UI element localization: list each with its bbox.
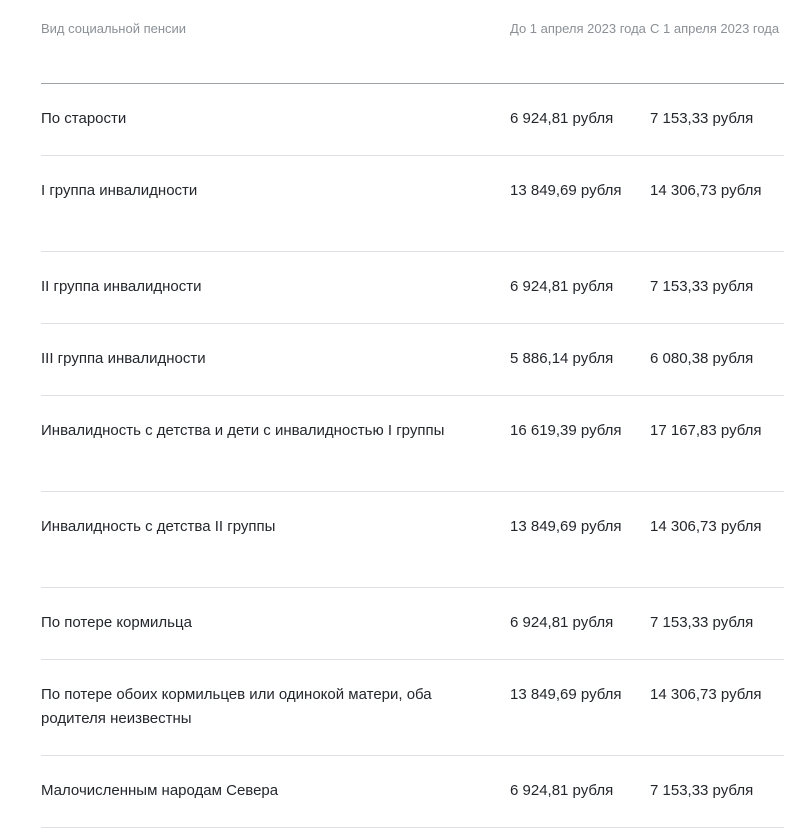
amount-before-cell: 13 849,69 рубля bbox=[510, 182, 622, 199]
header-before-april: До 1 апреля 2023 года bbox=[510, 21, 646, 36]
table-row bbox=[41, 492, 784, 588]
amount-after-cell: 14 306,73 рубля bbox=[650, 182, 762, 199]
amount-before-cell: 13 849,69 рубля bbox=[510, 686, 622, 703]
table-row bbox=[41, 156, 784, 252]
table-row bbox=[41, 660, 784, 756]
amount-after-cell: 14 306,73 рубля bbox=[650, 686, 762, 703]
amount-before-cell: 5 886,14 рубля bbox=[510, 350, 614, 367]
amount-before-cell: 13 849,69 рубля bbox=[510, 518, 622, 535]
table-row bbox=[41, 324, 784, 396]
table-header bbox=[41, 0, 784, 84]
amount-before-cell: 16 619,39 рубля bbox=[510, 422, 622, 439]
pension-type-cell: По потере обоих кормильцев или одинокой матери, оба родителя неизвестны bbox=[41, 686, 432, 727]
amount-after-cell: 14 306,73 рубля bbox=[650, 518, 762, 535]
pension-type-cell: III группа инвалидности bbox=[41, 350, 206, 367]
table-row bbox=[41, 756, 784, 828]
amount-after-cell: 7 153,33 рубля bbox=[650, 614, 754, 631]
amount-after-cell: 17 167,83 рубля bbox=[650, 422, 762, 439]
amount-after-cell: 7 153,33 рубля bbox=[650, 278, 754, 295]
amount-before-cell: 6 924,81 рубля bbox=[510, 278, 614, 295]
amount-after-cell: 7 153,33 рубля bbox=[650, 110, 754, 127]
pension-type-cell: Малочисленным народам Севера bbox=[41, 782, 279, 799]
pension-table bbox=[41, 0, 784, 828]
amount-before-cell: 6 924,81 рубля bbox=[510, 614, 614, 631]
header-pension-type: Вид социальной пенсии bbox=[41, 21, 187, 36]
amount-before-cell: 6 924,81 рубля bbox=[510, 110, 614, 127]
amount-after-cell: 7 153,33 рубля bbox=[650, 782, 754, 799]
table-row bbox=[41, 588, 784, 660]
table-row bbox=[41, 84, 784, 156]
amount-before-cell: 6 924,81 рубля bbox=[510, 782, 614, 799]
pension-type-cell: Инвалидность с детства и дети с инвалидностью I группы bbox=[41, 422, 445, 439]
table-row bbox=[41, 252, 784, 324]
pension-type-cell: По старости bbox=[41, 110, 127, 127]
header-after-april: С 1 апреля 2023 года bbox=[650, 21, 780, 36]
pension-type-cell: II группа инвалидности bbox=[41, 278, 202, 295]
pension-type-cell: Инвалидность с детства II группы bbox=[41, 518, 276, 535]
amount-after-cell: 6 080,38 рубля bbox=[650, 350, 754, 367]
pension-type-cell: По потере кормильца bbox=[41, 614, 192, 631]
table-row bbox=[41, 396, 784, 492]
pension-type-cell: I группа инвалидности bbox=[41, 182, 198, 199]
